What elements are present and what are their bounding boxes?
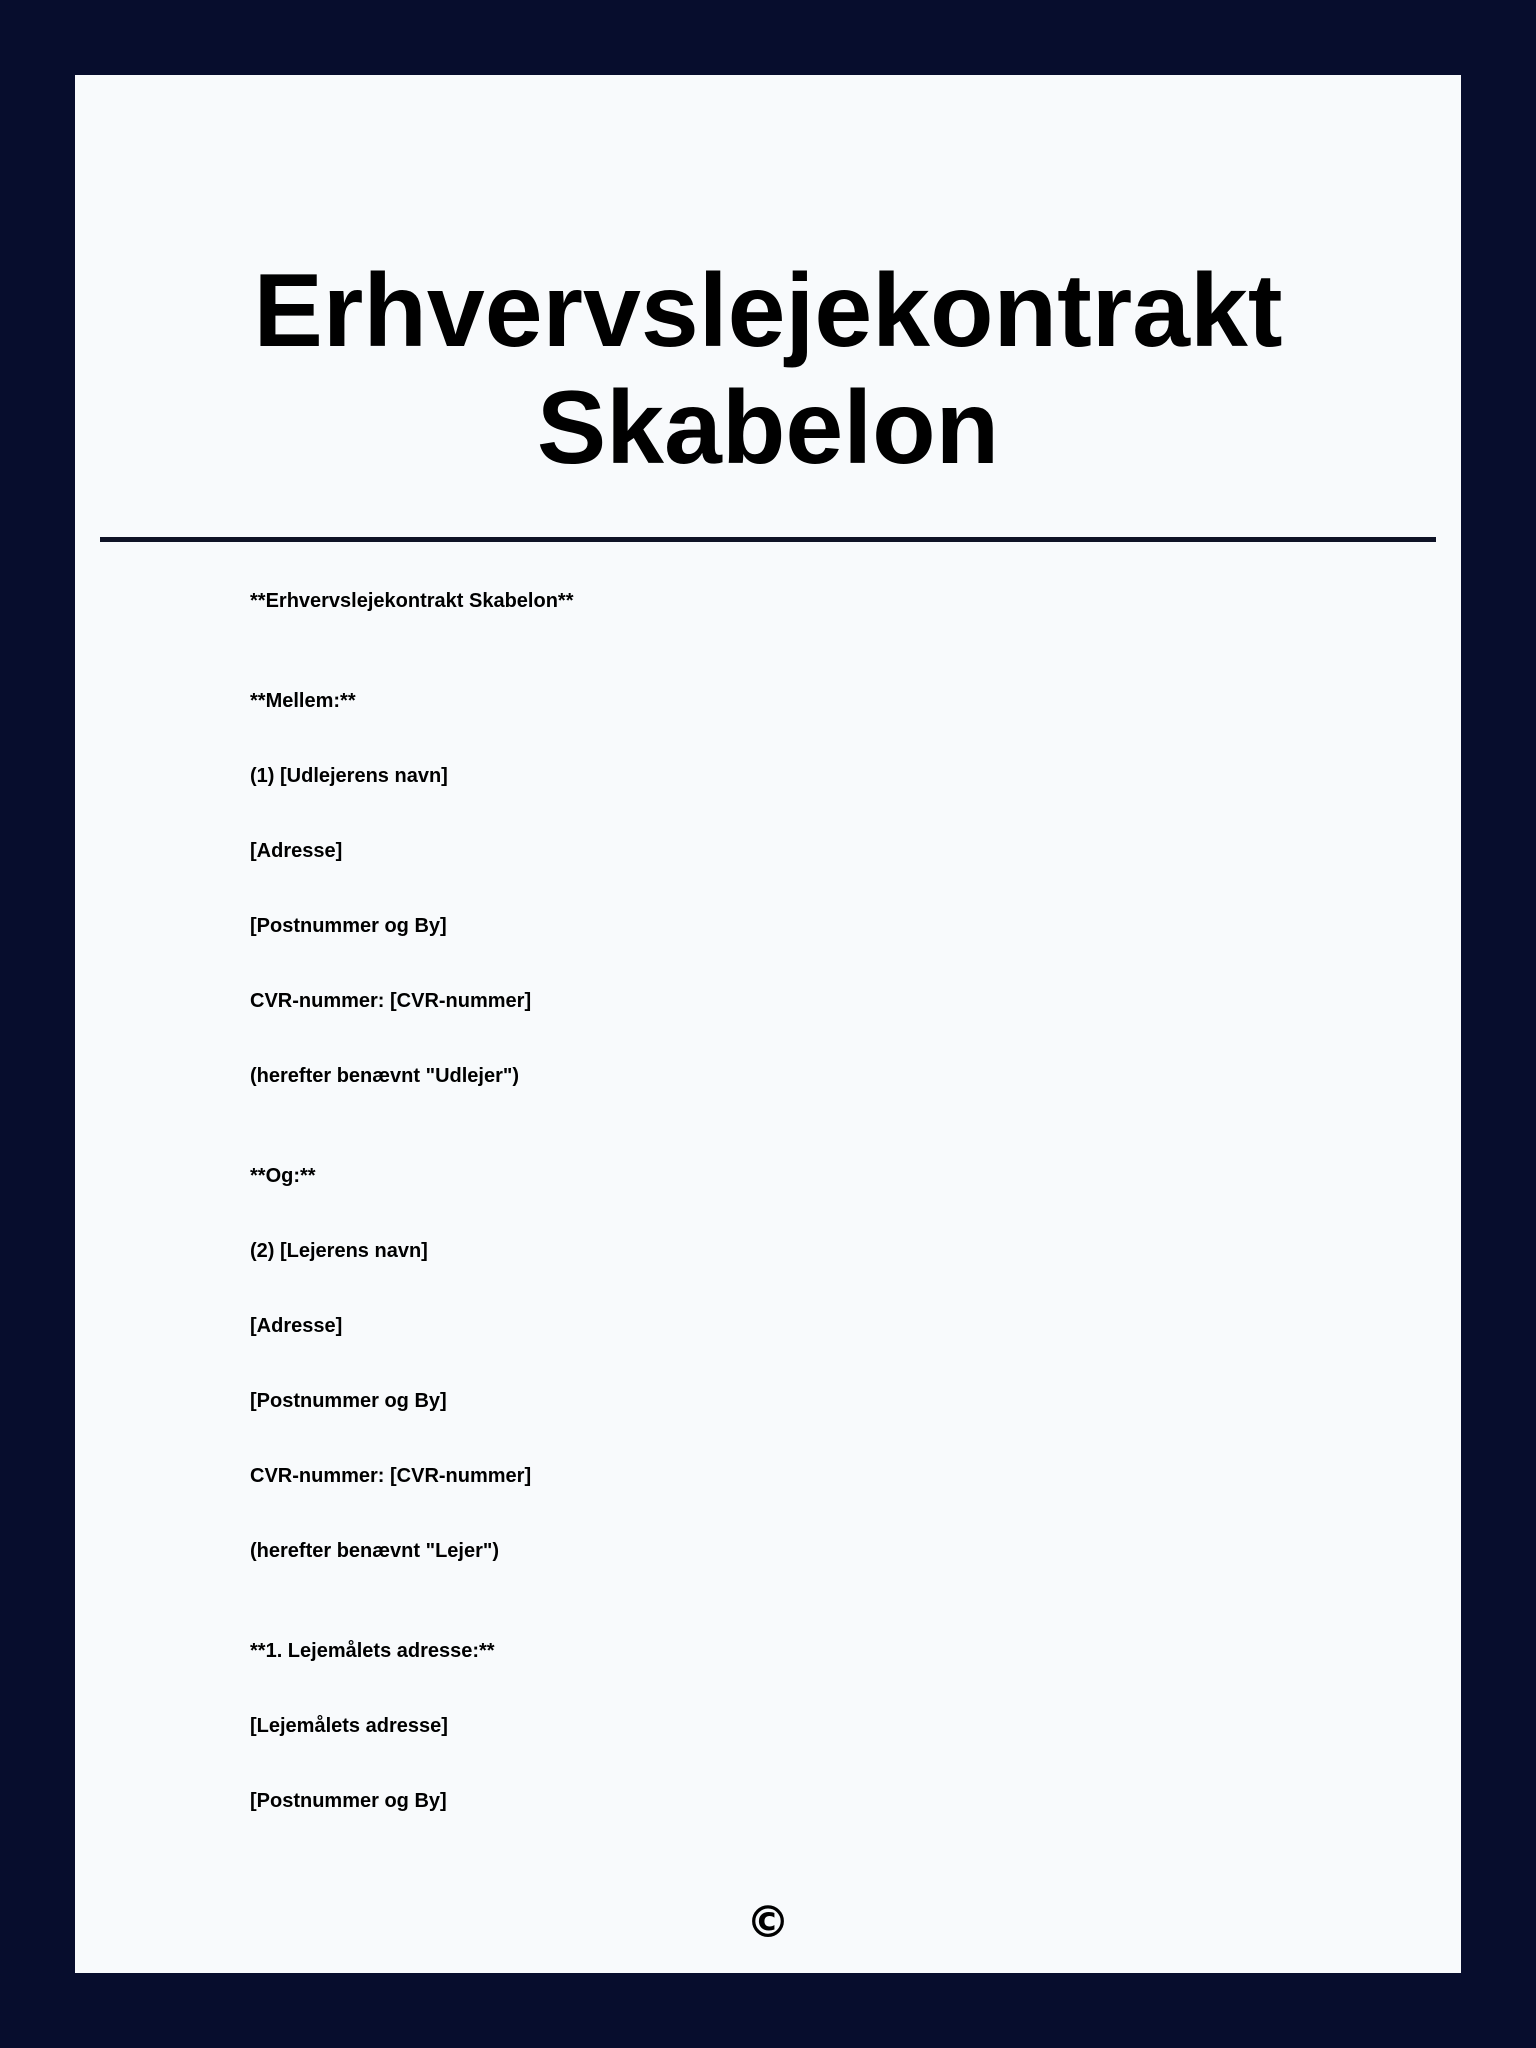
tenant-name: (2) [Lejerens navn] (250, 1240, 428, 1262)
document-title (75, 253, 1461, 487)
premises-address: [Lejemålets adresse] (250, 1715, 448, 1737)
section-and: **Og:** (250, 1165, 316, 1187)
tenant-cvr: CVR-nummer: [CVR-nummer] (250, 1465, 532, 1487)
document-page (75, 75, 1461, 1973)
section-premises-address: **1. Lejemålets adresse:** (250, 1640, 495, 1662)
title-line-1: Erhvervslejekontrakt (253, 253, 1283, 369)
landlord-address: [Adresse] (250, 840, 343, 862)
tenant-address: [Adresse] (250, 1315, 343, 1337)
tenant-postcode: [Postnummer og By] (250, 1390, 447, 1412)
landlord-cvr: CVR-nummer: [CVR-nummer] (250, 990, 532, 1012)
title-divider (100, 537, 1436, 542)
landlord-postcode: [Postnummer og By] (250, 915, 447, 937)
doc-heading: **Erhvervslejekontrakt Skabelon** (250, 590, 574, 612)
landlord-name: (1) [Udlejerens navn] (250, 765, 448, 787)
title-line-2: Skabelon (536, 370, 1000, 486)
tenant-designation: (herefter benævnt "Lejer") (250, 1540, 500, 1562)
premises-postcode: [Postnummer og By] (250, 1790, 447, 1812)
landlord-designation: (herefter benævnt "Udlejer") (250, 1065, 520, 1087)
section-between: **Mellem:** (250, 690, 356, 712)
copyright-icon: © (746, 1897, 790, 1948)
